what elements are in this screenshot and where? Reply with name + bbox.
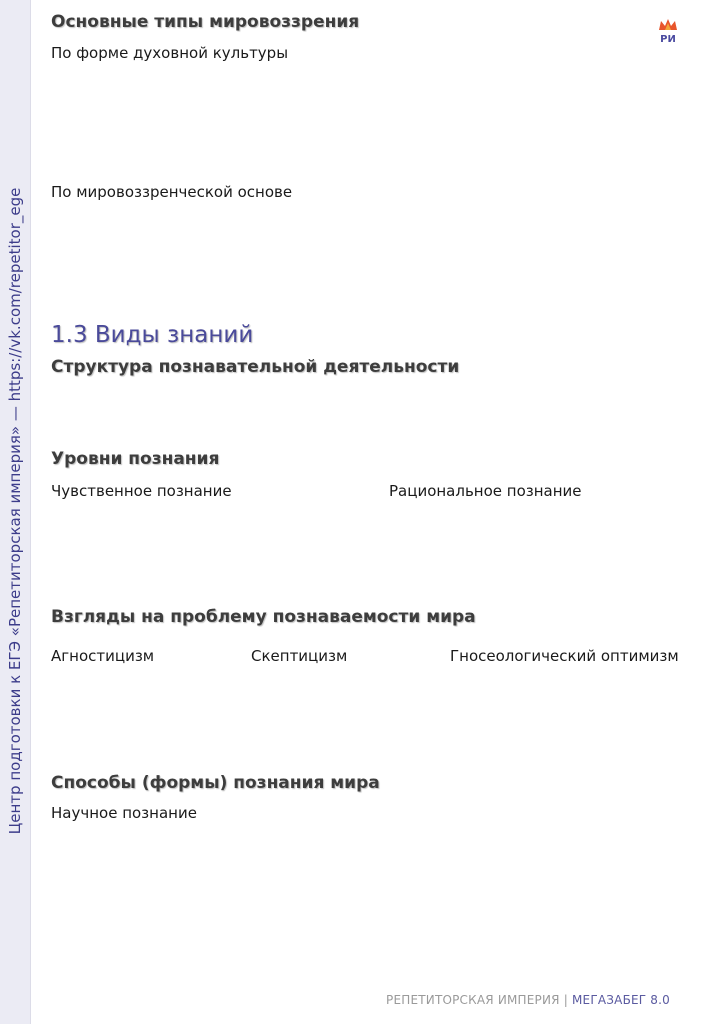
crown-logo-icon <box>656 18 680 44</box>
worldview-by-culture: По форме духовной культуры <box>51 44 289 62</box>
logo-text: РИ <box>660 34 676 44</box>
section-title-knowability: Взгляды на проблему познаваемости мира <box>51 607 476 627</box>
section-title-cognition-methods: Способы (формы) познания мира <box>51 773 380 793</box>
section-title-knowledge-types: 1.3 Виды знаний <box>51 322 254 348</box>
section-title-cognition-levels: Уровни познания <box>51 449 220 469</box>
epistemological-optimism: Гносеологический оптимизм <box>450 647 679 665</box>
section-title-worldview-types: Основные типы мировоззрения <box>51 12 360 32</box>
sensory-cognition: Чувственное познание <box>51 482 232 500</box>
agnosticism: Агностицизм <box>51 647 155 665</box>
logo <box>656 18 680 44</box>
skepticism: Скептицизм <box>251 647 348 665</box>
footer-separator: | <box>563 993 568 1007</box>
footer <box>386 993 670 1007</box>
sidebar <box>0 0 31 1024</box>
section-subtitle-cognitive-structure: Структура познавательной деятельности <box>51 357 460 377</box>
footer-brand: РЕПЕТИТОРСКАЯ ИМПЕРИЯ <box>386 993 560 1007</box>
footer-event: МЕГАЗАБЕГ 8.0 <box>572 993 670 1007</box>
sidebar-caption: Центр подготовки к ЕГЭ «Репетиторская империя» — https://vk.com/repetitor_ege <box>6 187 24 835</box>
worldview-by-basis: По мировоззренческой основе <box>51 183 293 201</box>
scientific-cognition: Научное познание <box>51 804 197 822</box>
rational-cognition: Рациональное познание <box>389 482 582 500</box>
